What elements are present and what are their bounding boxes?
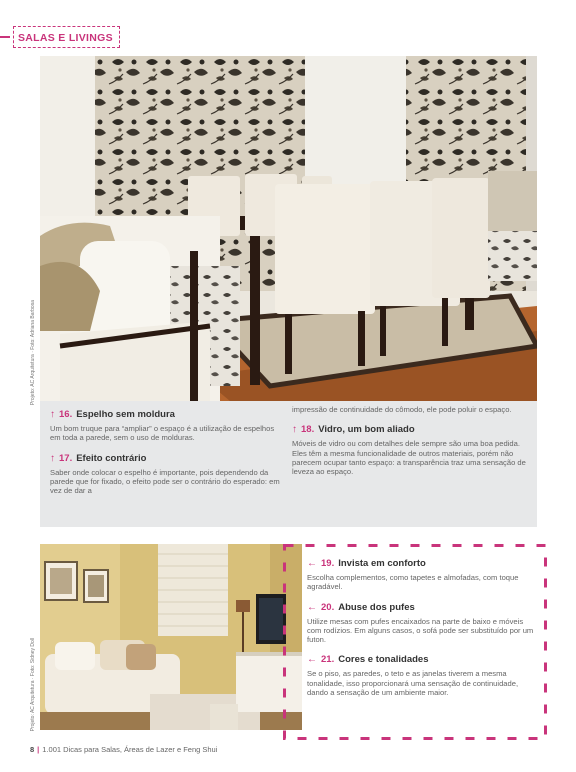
- dining-room-illustration: [40, 56, 537, 401]
- tip-16-body: Um bom truque para “ampliar” o espaço é a utilização de espelhos em toda a parede, sem o uso de molduras.: [50, 424, 275, 443]
- arrow-up-icon: ↑: [292, 424, 297, 436]
- photo-credit-top: Projeto: AC Arquitetura · Foto: Adriana Barbosa: [30, 300, 36, 406]
- arrow-up-icon: ↑: [50, 409, 55, 420]
- section-accent-bar: [0, 36, 10, 38]
- tip-18-body: Móveis de vidro ou com detalhes dele sempre são uma boa pedida. Eles têm a mesma funcionalidade de outros materiais, porém não parecem ocupar tanto espaço: a transparência traz uma sensação de leveza ao espaço.: [292, 439, 526, 477]
- tip-19-title: Invista em conforto: [338, 558, 426, 569]
- tip-17-body: Saber onde colocar o espelho é importante, pois dependendo da parede que for fixado, o efeito pode ser o contrário do esperado: em vez de dar a: [50, 467, 280, 496]
- tip-18-heading: [292, 424, 528, 435]
- tip-17-title: Efeito contrário: [76, 452, 147, 464]
- section-header: [0, 28, 120, 46]
- tip-18-title: Vidro, um bom aliado: [318, 424, 415, 436]
- tip-20-body: Utilize mesas com pufes encaixados na parte de baixo e móveis com rodízios. Em alguns casos, o sofá pode ser substituído por um futon.: [307, 616, 534, 645]
- page-number: 8: [30, 745, 35, 754]
- tip-20-title: Abuse dos pufes: [338, 601, 415, 613]
- tip-21-heading: [307, 654, 537, 665]
- tip-20-heading: [307, 602, 537, 613]
- arrow-left-icon: ←: [307, 601, 317, 613]
- footer-separator: |: [37, 745, 40, 754]
- tip-18-number: 18.: [301, 424, 315, 436]
- dining-room-photo: [40, 56, 537, 401]
- tip-16-number: 16.: [59, 409, 73, 420]
- tip-17-number: 17.: [59, 452, 73, 464]
- photo-credit-bottom: Projeto: AC Arquitetura · Foto: Sidney Doll: [30, 638, 36, 732]
- tips-panel-dashed: [283, 544, 547, 740]
- tips-column-boxed: [307, 558, 537, 707]
- living-room-photo: [40, 544, 302, 730]
- tip-21-title: Cores e tonalidades: [338, 654, 429, 666]
- page-footer: [30, 745, 217, 754]
- tip-21-number: 21.: [321, 654, 335, 666]
- section-label-box: [13, 26, 120, 48]
- tips-column-left: [50, 409, 286, 505]
- tip-17-continuation: impressão de continuidade do cômodo, ele pode poluir o espaço.: [292, 405, 512, 414]
- tip-16-title: Espelho sem moldura: [76, 409, 175, 420]
- arrow-left-icon: ←: [307, 654, 317, 666]
- tip-17-heading: [50, 453, 286, 464]
- tip-19-number: 19.: [321, 558, 335, 569]
- tips-panel-gray: [40, 401, 537, 527]
- tip-20-number: 20.: [321, 601, 335, 613]
- tip-16-heading: [50, 409, 286, 420]
- book-title: 1.001 Dicas para Salas, Áreas de Lazer e Feng Shui: [42, 745, 218, 754]
- tip-19-heading: [307, 558, 537, 569]
- tip-19-body: Escolha complementos, como tapetes e almofadas, com toque agradável.: [307, 573, 519, 592]
- arrow-up-icon: ↑: [50, 452, 55, 464]
- section-label: SALAS E LIVINGS: [18, 32, 113, 44]
- living-room-illustration: [40, 544, 302, 730]
- tip-21-body: Se o piso, as paredes, o teto e as janelas tiverem a mesma tonalidade, isso proporcionará uma sensação de continuidade, dando a sensação de um ambiente maior.: [307, 669, 519, 698]
- tips-column-right: [292, 405, 528, 486]
- arrow-left-icon: ←: [307, 558, 317, 569]
